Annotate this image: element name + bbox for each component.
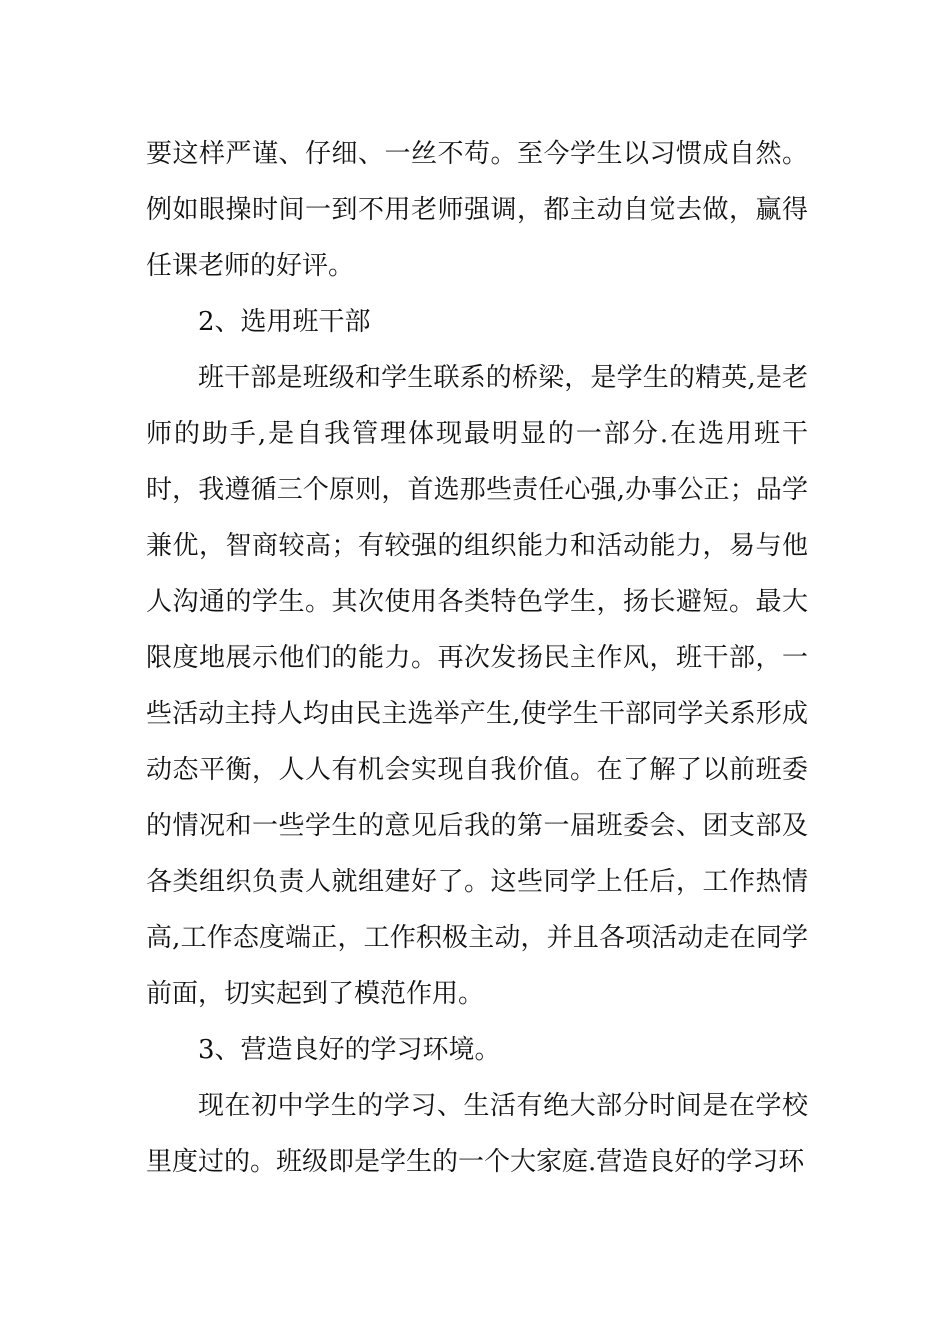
section-heading-2: 2、选用班干部 xyxy=(198,307,371,337)
document-body xyxy=(146,126,808,1190)
section-heading-3: 3、营造良好的学习环境。 xyxy=(198,1035,501,1065)
paragraph-learning-environment: 现在初中学生的学习、生活有绝大部分时间是在学校里度过的。班级即是学生的一个大家庭.营造良好的学习环 xyxy=(146,1091,808,1177)
paragraph-class-cadres: 班干部是班级和学生联系的桥梁，是学生的精英,是老师的助手,是自我管理体现最明显的一部分.在选用班干时，我遵循三个原则，首选那些责任心强,办事公正；品学兼优，智商较高；有较强的组织能力和活动能力，易与他人沟通的学生。其次使用各类特色学生，扬长避短。最大限度地展示他们的能力。再次发扬民主作风，班干部，一些活动主持人均由民主选举产生,使学生干部同学关系形成动态平衡，人人有机会实现自我价值。在了解了以前班委的情况和一些学生的意见后我的第一届班委会、团支部及各类组织负责人就组建好了。这些同学上任后，工作热情高,工作态度端正，工作积极主动，并且各项活动走在同学前面，切实起到了模范作用。 xyxy=(146,363,808,1009)
paragraph-continuation: 要这样严谨、仔细、一丝不苟。至今学生以习惯成自然。例如眼操时间一到不用老师强调，都主动自觉去做，赢得任课老师的好评。 xyxy=(146,139,808,281)
